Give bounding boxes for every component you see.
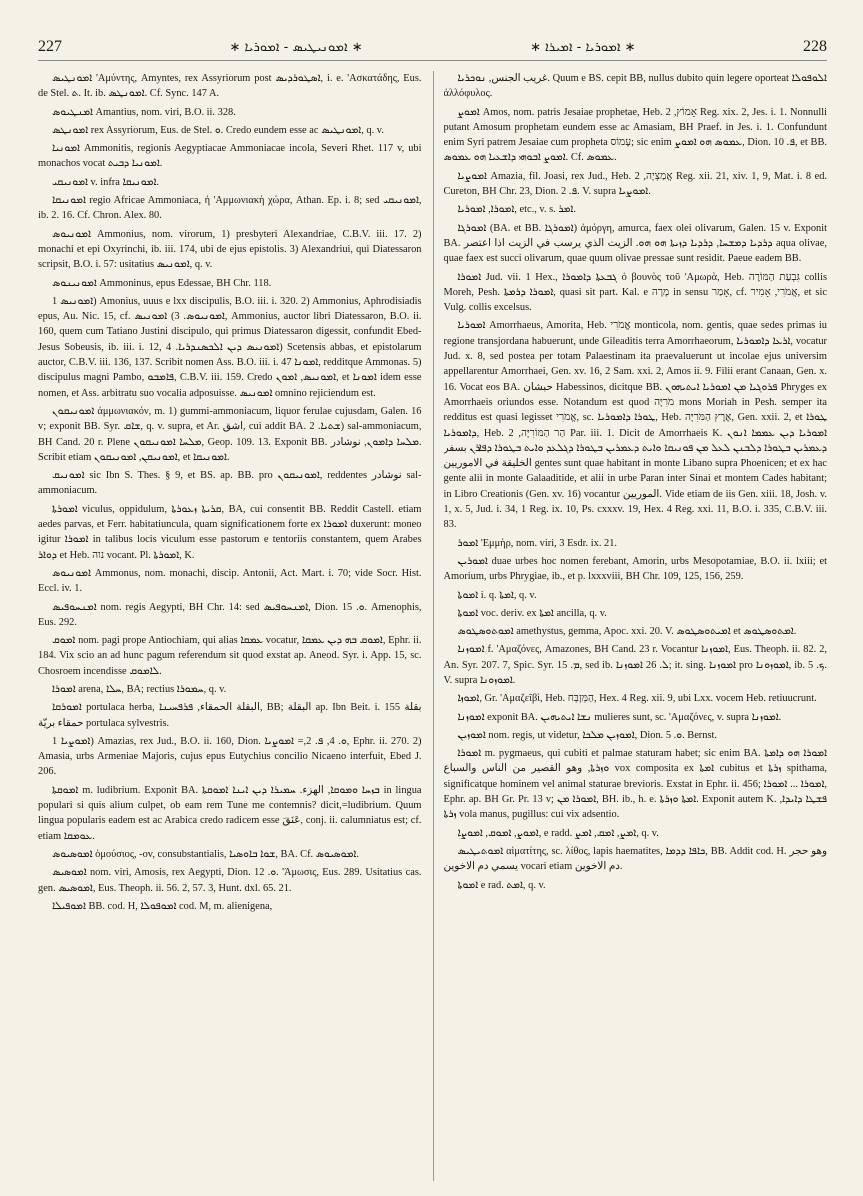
- dictionary-entry: ܐܡܘܨ, ܐܡܘܩ, ܐܡܘܨܐ, e radd. ܐܡܨ, ܐܡܩ, ܐܡܨ, q. v.: [457, 827, 659, 839]
- dictionary-entry: ܐܡܘܪܐ m. pygmaeus, qui cubiti et palmae staturam habet; sic enim BA. ܐܡܘܪܐ ܗܘ ܕܐܡܬܐ ܘܙܪܬܐ, وهو القصير من الناس والسباع vox composita ex ܐܡܬܐ cubitus et ܙܪܬܐ spithama, significatque hominem vel animal staturae brevioris. Exstat in Ephr. ii. 456; ܐܡܘܪܐ ... ܐܡܘܪܐ, Ephr. ap. BH Gr. Pr. 13 v; ܐܡܘܪܐ ܡܢ, BH. ib., h. e. ܐܡܬܐ ܘܙܪܬܐ. Exponit autem K. ܦܫܛܐ ܕܐܝܕܐ, ܙܪܬܐ vola manus, pugillus: cui vix adsentio.: [443, 748, 827, 821]
- right-column: [444, 71, 828, 1181]
- dictionary-entry: ܐܡܘܙܐ, Gr. 'Αμαζεῖβὶ, Heb. הַמְּזָבְּח, Hex. 4 Reg. xii. 9, ubi Lxx. vocem Heb. retiuucrunt.: [457, 693, 817, 705]
- dictionary-entry: ܐܡܘܢܛܣ rex Assyriorum, Eus. de Stel. ܘ. Credo eundem esse ac ܐܡܘܢܛܝܣ, q. v.: [52, 124, 384, 136]
- left-column: [38, 71, 422, 1181]
- dictionary-entry: ܐܡܘܪܩܐ portulaca herba, البقلة الحمقاء, ܦܪܦܚܝܢܐ, BB; البقلة ap. Ibn Beit. i. 155 بقلة حمقاء بريّة portulaca sylvestris.: [38, 702, 422, 729]
- left-page-number: 227: [38, 38, 62, 55]
- dictionary-entry: ܐܡܘܬܐ voc. deriv. ex ܐܡܬܐ ancilla, q. v.: [457, 607, 607, 619]
- dictionary-entry: ܐܡܘܢܝܩ sic Ibn S. Thes. § 9, et BS. ap. BB. pro ܐܡܘܢܝܩܘܢ, reddentes نوشادر sal-ammoniacum.: [38, 470, 422, 497]
- dictionary-entry: ܐܡܘܩ nom. pagi prope Antiochiam, qui alias ܥܡܩܐ vocatur, ܐܡܘܩ ܒܗ ܕܝܢ ܥܡܩܐ, Ephr. ii. 184. Vix scio an ad hunc pagum referendum sit quod exstat ap. Aneod. Syr. i. App. 15, sc. Chosroem incendisse ܠܐܡܘܩ.: [38, 635, 422, 677]
- dictionary-entry: ܐܡܘܪ 'Εμμὴρ, nom. viri, 3 Esdr. ix. 21.: [457, 537, 618, 549]
- dictionary-entry: ܐܡܘܪܓܐ (BA. et BB. ܐܡܘܪܓܐ) ἀμόργη, amurca, faex olei olivarum, Galen. 15 v. Exponit BA. ܕܪܕܝܐ ܕܡܫܚܐ, ܕܪܕܝܐ ܕܙܝܬܐ ܗܘ ܗܘ. الزيت الذي يرسب في الزيت اذا اعتصر aqua olivae, quae faex est succi olivarum, quae quum olivae pressae sunt residit. Paeue eadem BB.: [443, 222, 827, 265]
- dictionary-entry: ܐܡܘܢܝܩܘܢ ἀμμωνιακόν, m. 1) gummi-ammoniacum, liquor ferulae cujusdam, Galen. 16 v; exponit BB. Syr. ܫܐܩ, q. v. supra, et Ar. اشق, cui addit BA. ܫܬܝܐ. 2) sal-ammoniacum, BH Cand. 20 r. Plene ܡܠܚܐ ܐܡܘܢܝܩܘܢ, Geop. 109. 13. Exponit BB. ܡܠܚܐ ܕܐܡܘܢ, نوشادر. Scribit etiam ܐܡܘܢܝܩܢ, ܐܡܘܢܝܩܘܢ, et ܐܡܘܢܝܩܐ.: [38, 405, 422, 463]
- dictionary-entry: ܐܡܘܪܐ, ܐܡܘܪܝܐ, etc., v. s. ܐܡܪ.: [457, 204, 576, 216]
- two-column-body: [38, 71, 827, 1181]
- dictionary-entry: ܐܡܘܬܘܣܛܘܣ amethystus, gemma, Apoc. xxi. 20. V. ܐܡܝܬܘܣܛܘܣ et ܐܡܬܘܣܛܘܣ.: [457, 626, 797, 638]
- dictionary-entry: ܐܡܘܪܝܢ duae urbes hoc nomen ferebant, Amorin, urbs Mesopotamiae, B.O. ii. lxiii; et Amorium, urbs Phrygiae, ib., et p. lxxxviii, BH Chr. 109, 125, 156, 259.: [443, 555, 827, 583]
- dictionary-entry: ܐܡܘܢܝܩܝ v. infra ܐܡܘܢܝܩܐ.: [52, 176, 159, 188]
- dictionary-entry: ܐܡܘܢܝܩܐ regio Africae Ammoniaca, ἡ 'Αμμωνιακὴ χώρα, Athan. Ep. i. 8; sed ܐܡܘܢܝܩܝ, ib. 2. 16. Cf. Chron. Alex. 80.: [38, 195, 422, 222]
- dictionary-entry: ܐܡܘܬܐ i. q. ܐܡܬܐ, q. v.: [457, 589, 537, 601]
- dictionary-entry: ܐܡܘܩܬܐ m. ludibrium. Exponit BA. ܒܙܚܐ ܘܡܘܩܐ, الهزء. ܚܡܝܪܐ ܕܝܢ ܐܝܢܐ ܐܡܘܩܬܐ in lingua populari si quis alium culpet, ob eam rem Tune me contemnis? dicit,=ludibrium. Quum lingua popularis eadem est ac Arabica credo radicem esse عَنَقَ, conj. ii. calumniatus est; cf. etiam ܥܘܡܩܐ.: [38, 784, 422, 842]
- dictionary-entry: ܐܡܘܣܝܣ nom. viri, Amosis, rex Aegypti, Dion. ܘ. 12. 'Άμωσις, Eus. 289. Usitatius cas. gen. ܐܡܘܣܝܣ, Eus. Theoph. ii. 56. 2, 57. 3, Hunt. dxl. 65. 21.: [38, 867, 422, 894]
- dictionary-entry: ܐܡܘܨܝܐ Amazia, fil. Joasi, rex Jud., Heb. אֲמַצְיָה, 2 Reg. xii. 21, xiv. 1, 9, Mat. i. 8 ed. Cureton, BH Chr. 23, Dion. ܦ. 2. V. supra ܐܡܘܨܝܐ.: [443, 170, 827, 198]
- dictionary-entry: ܐܡܘܪܝܐ Amorrhaeus, Amorita, Heb. אֱמֹרִי monticola, nom. gentis, quae sedes primas iu regione transjordana habuerunt, unde Gileaditis terra Amorrhaeorum, ܐܪܥܐ ܕܐܡܘܪܝܐ, vocatur Jud. x. 8, sed postea per totam Palaestinam ita praevaluerunt ut incolae ejus universim appellarentur Amorrhaei, Gen. xv. 16, 2 Sam. xxi. 2, Amos ii. 9. Filii erant Canaan, Gen. x. 16. Vocat eos BA. حبشان Habessinos, dicitque BB. ܦܪܘܓܝܐ ܡܢ ܐܡܘܪܝܐ ܐܝܬܝܗܘܢ Phryges ex Amorrhaeis oriundos esse. Notandum est quod מֹרִיָּה mons Moriah in Pesh. semper ita redditus est quasi legisset אֱמֹרִי, sc. ܛܘܪܐ ܕܐܡܘܪܝܐ, Heb. אֶרֶץ הַמֹּרִיָּה, Gen. xxii. 2, et ܛܘܪܐ ܕܐܡܘܪܝܐ, Heb. הַר הַמּוֹרִיָּה, 2 Par. iii. 1. Dicit de Amorrhaeis K. ܐܡܘܪܝܐ ܕܝܢ ܥܡܡܐ ܐܢܘܢ ܕܥܡܪܝܢ ܒܛܘܪܐ ܕܠܒܢܢ ܠܥܠ ܡܢ ܦܘܢܝܩܐ ܘܐܝܬ ܕܥܡܪܝܢ ܒܛܘܪܐ ܕܓܠܥܕ ܘܐܝܬ ܒܛܘܪܐ ܕܦܐܪܢ بسفر الخليقة في الاموريين gentes sunt quae habitant in monte Libano supra Phoenicen; et ex hac gente alii in monte Galaaditide, et alii in urbe Paran inter Sinai et montem Cades habitant; in Libro Creationis (Gen. xv. 16) vocantur الموريين. Vide etiam de iis Gen. xiii. 18, Josh. v. 1, x. 5, Jud. i. 34, 1 Reg. ix. 10, Ps. cxxxv. 19, Hex. 4 Reg. xxi. 11, B.O. i. 335, C.B.V. iii. 83.: [443, 320, 827, 531]
- dictionary-entry: ܐܡܘܢܝܘܣ Ammonius, nom. virorum, 1) presbyteri Alexandriae, C.B.V. iii. 17. 2) monachi et epi Oxyrinchi, ib. iii. 174, ubi de ejus epistolis. 3) Alexandriui, qui Diatessaron scripsit, B.O. i. 57: usitatius ܐܡܘܢܝܣ, q. v.: [38, 228, 422, 271]
- dictionary-entry: ܐܡܘܪܬܐ viculus, oppidulum, ܩܪܝܬܐ ܙܥܘܪܬܐ, BA, cui consentit BB. Reddit Castell. etiam aedes parvas, et Ferr. habitatiuncula, quam significationem forte ex ܐܡܘܪܐ duxerunt: moneo igitur ܐܡܘܪܐ in talibus locis viculum esse pastorum e tentoriis constantem, quem Arabes ܕܘܐܪ et Heb. נוה vocant. Pl. ܐܡܘܪܬܐ, K.: [38, 503, 422, 561]
- dictionary-entry: ܐܡܘܪܐ arena, ܚܠܐ, BA; rectius ܚܡܘܪܐ, q. v.: [52, 683, 227, 695]
- dictionary-entry: ܐܡܘܣܝܘܣ ὁμούσιος, -ov, consubstantialis, ܫܘܐ ܒܐܘܣܝܐ, BA. Cf. ܐܡܘܣܝܘܣ.: [52, 848, 359, 860]
- dictionary-entry: غريب الجنس, ܢܘܟܪܝܐ. Quum e BS. cepit BB, nullus dubito quin legere oporteat ܐܠܘܦܘܠܐ ἀλλόφυλος.: [443, 73, 827, 100]
- page-header: [38, 38, 827, 61]
- dictionary-entry: ܐܡܘܢܝܘܣ Ammonus, nom. monachi, discip. Antonii, Act. Mart. i. 70; vide Socr. Hist. Eccl. iv. 1.: [38, 567, 422, 595]
- dictionary-entry: ܐܡܘܬܝܛܝܣ αἱματίτης, sc. λίθος, lapis haematites, ܟܐܦܐ ܕܕܡܐ, BB. Addit cod. H. وهو حجر يسمي دم الاخوين vocari etiam دم الاخوين.: [443, 845, 827, 873]
- dictionary-entry: ܐܡܘܙܢܐ exponit BA. ܢܫܐ ܐܝܬܝܗܝܢ mulieres sunt, sc. 'Αμαζόνες, v. supra ܐܡܘܙܢܐ.: [457, 711, 782, 723]
- dictionary-entry: ܐܡܘܢܝܢܘܣ Ammoninus, epus Edessae, BH Chr. 118.: [52, 277, 272, 289]
- dictionary-entry: ܐܡܘܢܝܐ Ammonitis, regionis Aegyptiacae Ammoniacae incola, Severi Rhet. 117 v, ubi monachos vocat ܐܡܘܢܝܐ ܕܒܝܬ.: [38, 143, 422, 170]
- dictionary-entry: ܐܡܢܛܝܘܣ Amantius, nom. viri, B.O. ii. 328.: [52, 106, 236, 118]
- dictionary-entry: ܐܡܘܙܝܢ nom. regis, ut videtur, ܐܡܘܙܝܢ ܡܠܟܐ, Dion. ܘ. 5. Bernst.: [457, 729, 717, 741]
- dictionary-entry: ܐܡܘܬܐ e rad. ܐܡܬ, q. v.: [457, 879, 546, 891]
- dictionary-entry: ܐܡܘܙܢܐ f. 'Αμαζόνες, Amazones, BH Cand. 23 r. Vocantur ܐܡܘܙܢܐ, Eus. Theoph. ii. 82. 2, An. Syr. 207. 7, Spic. Syr. ܡ. 15, sed ib. ܠ. 26 ܐܡܘܙܢܐ; it. sing. ܐܡܘܙܢܐ pro ܐܡܘܙܘܢܐ, ib. ܟ. 5. V. supra ܐܡܘܙܘܢܐ.: [443, 644, 827, 686]
- dictionary-entry: ܐܡܘܦܝܠܐ BB. cod. H, ܐܡܘܦܘܠܐ cod. M, m. alienigena,: [52, 900, 273, 912]
- dictionary-entry: ܐܡܘܪܐ Jud. vii. 1 Hex., ܓܒܥܬܐ ܕܐܡܘܪܐ ὁ βουνὸς τοῦ 'Αμωρὰ, Heb. גִּבְעַת הַמּוֹרֶה collis Moreh, Pesh. ܐܡܘܪܐ ܕܪܡܬܐ, quasi sit part. Kal. e מָרָה in sensu אָמַר, cf. אֲמֹרִי, אָמִיר, et sic Vulg. collis excelsus.: [443, 271, 827, 314]
- left-running-title: ∗ ܐܡܘܢܝܛܝܣ - ܐܡܘܪܝܐ ∗: [229, 40, 363, 55]
- dictionary-entry: ܐܡܢܚܘܦܝܣ nom. regis Aegypti, BH Chr. 14: sed ܐܡܢܚܘܦܝܣ, Dion. ܘ. 15. Amenophis, Eus. 292.: [38, 601, 422, 628]
- right-running-title: ∗ ܐܡܘܪܝܐ - ܐܡܝܪܐ ∗: [530, 40, 636, 55]
- right-page-number: 228: [802, 38, 827, 55]
- dictionary-entry: ܐܡܘܨܝܐ 1) Amazias, rex Jud., B.O. ii. 160, Dion. ܘ. 4, ܦ. 2,= ܐܡܘܨܝܐ, Ephr. ii. 270. 2) Amasia, urbs Armeniae Majoris, cujus epus Eutychius concilio Nicaeno interfuit, Ebed J. 206.: [38, 735, 422, 778]
- dictionary-entry: ܐܡܘܢܝܣ 1) Amonius, uuus e lxx discipulis, B.O. iii. i. 320. 2) Ammonius, Aphrodisiadis epus, Au. Nic. 15, cf. ܐܡܘܢܝܘܣ. 3) ܐܡܘܢܝܣ, Ammonius, auctor libri Diatessaron, B.O. ii. 160, quem cum Tatiano Justini discipulo, qui primus Diatessaron digessit, confundit Ebed-Jesus Sobeusis, ib. iii. i. 12, ܐܡܘܢܝܣ ܕܝܢ ܐܠܟܣܢܕܪܝܐ. 4) Scetensis abbas, et epistolarum auctor, C.B.V. iii. 136, 137. Scribit nomen Ass. B.O. iii. i. 47 ܐܡܘܢܐ, redditque Ammonas. 5) discipulus magni Pambo, ܦܐܡܒܘ, C.B.V. iii. 159. Credo ܐܡܘܢܝܣ, ܐܡܘܢ, et ܐܡܘܢܐ idem esse nomen, et Ass. arbitratu suo vocalia adposuisse. ܐܡܘܢܝܣ omnino rejiciendum est.: [38, 295, 422, 399]
- dictionary-entry: ܐܡܘܨ Amos, nom. patris Jesaiae prophetae, Heb. אָמוֹץ, 2 Reg. xix. 2, Jes. i. 1. Nonnulli putant Amosum prophetam eundem esse ac Amasiam, BH Praef. in Jes. i. 1. Confundunt enim Syri patrem Jesaiae cum propheta עָמוֹס; sic enim ܥܡܘܣ ܗܘ ܐܡܘܨ, Dion. ܦ. 10, et BB. ܐܡܘܨ ܐܒܘܗܝ ܕܐܫܥܝܐ ܗܘ ܥܡܘܣ. Cf. ܥܡܘܣ.: [443, 106, 827, 164]
- dictionary-entry: ܐܡܘܢܛܝܣ 'Αμύντης, Amyntes, rex Assyriorum post ܐܣܛܘܪܕܝܣ, i. e. 'Ασκατάδης, Eus. de Stel. ܬ. It. ib. ܐܡܘܢܛܣ. Cf. Sync. 147 A.: [38, 73, 422, 100]
